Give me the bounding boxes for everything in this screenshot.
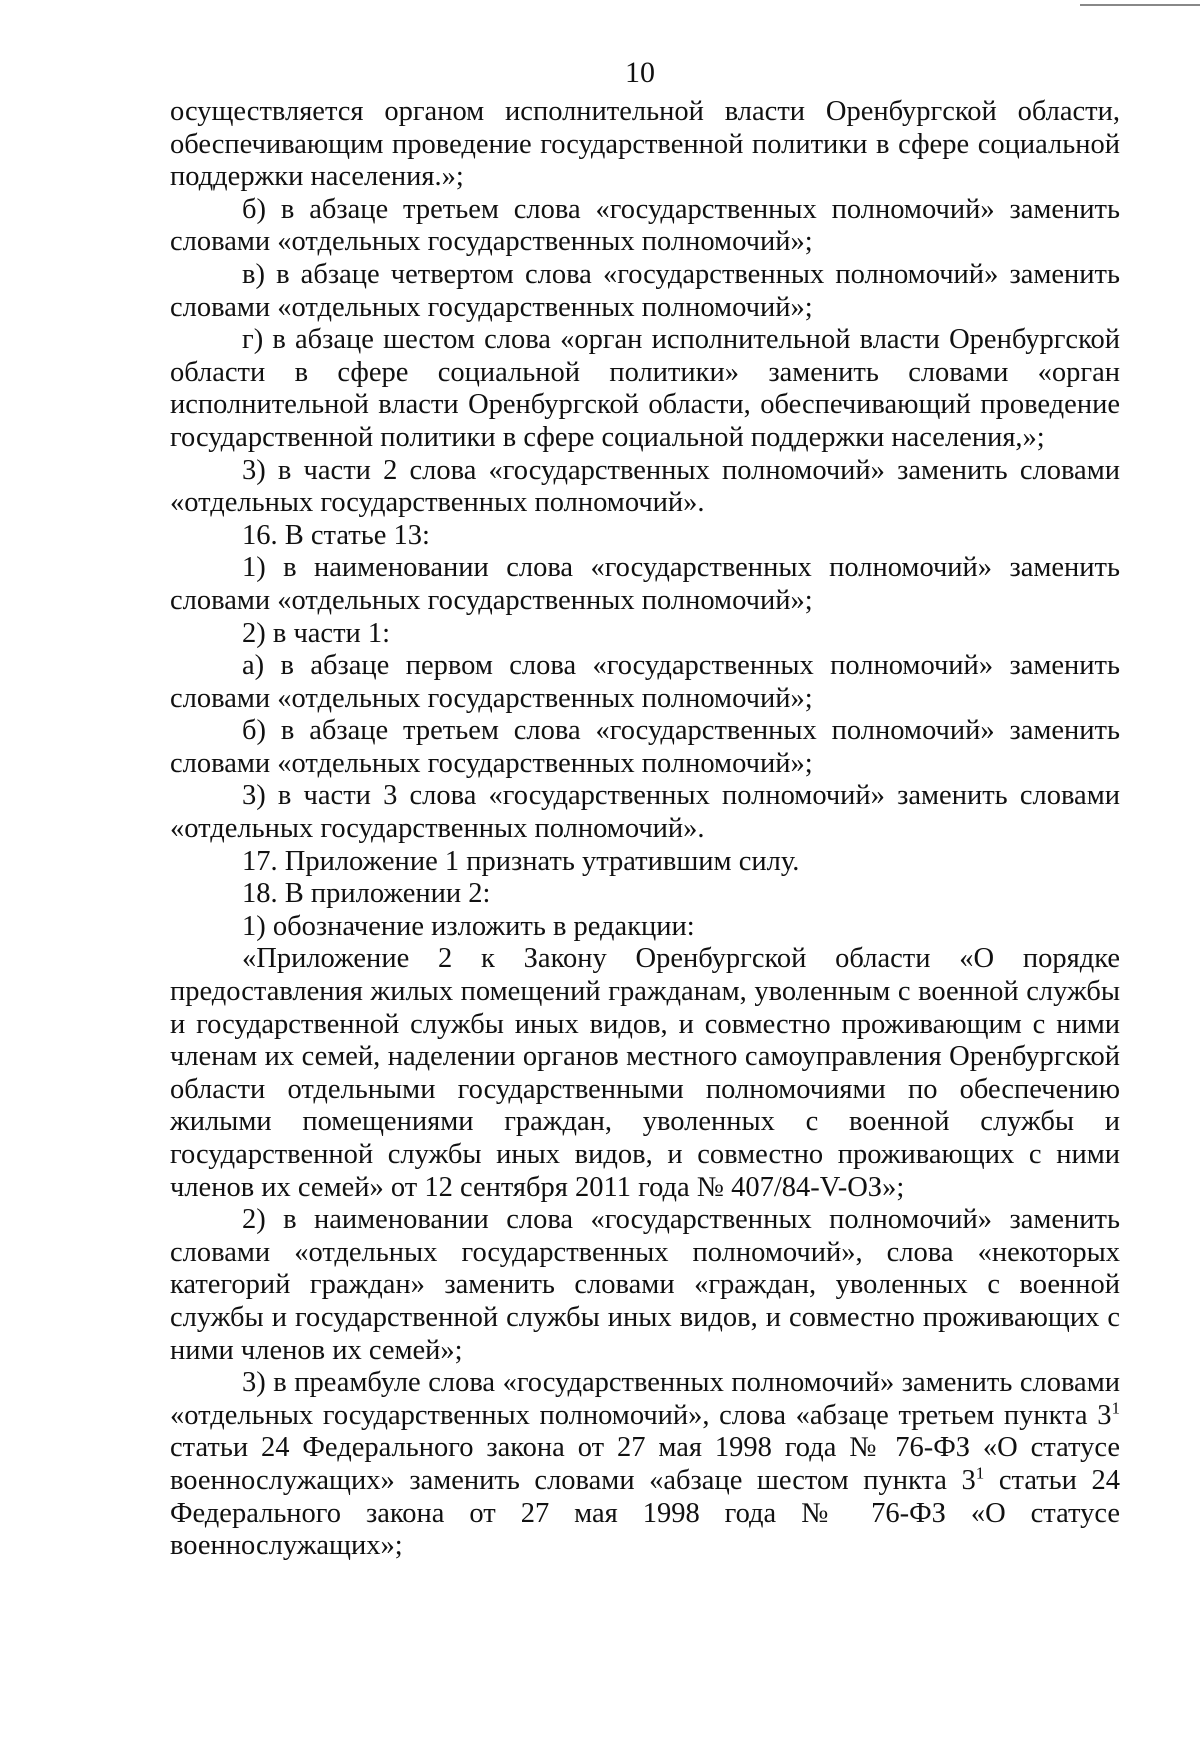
paragraph-line: г) в абзаце шестом слова «орган исполнительной власти Оренбургской [242, 324, 1120, 356]
paragraph-line: обеспечивающим проведение государственной политики в сфере социальной [170, 128, 1120, 160]
paragraph-line: службы и государственной службы иных видов, и совместно проживающих с [170, 1301, 1120, 1333]
superscript-one: 1 [1111, 1398, 1120, 1418]
paragraph-line: б) в абзаце третьем слова «государственных полномочий» заменить [242, 715, 1120, 747]
paragraph [170, 455, 1120, 520]
paragraph-line: членов их семей» от 12 сентября 2011 года № 407/84-V-ОЗ»; [170, 1171, 905, 1203]
paragraph [170, 194, 1120, 259]
page-number: 10 [625, 56, 655, 89]
paragraph-line: членам их семей, наделении органов местного самоуправления Оренбургской [170, 1041, 1120, 1073]
paragraph [170, 911, 1120, 944]
paragraph-line: а) в абзаце первом слова «государственных полномочий» заменить [242, 650, 1120, 682]
paragraph-line: словами «отдельных государственных полномочий»; [170, 747, 813, 779]
paragraph-line: б) в абзаце третьем слова «государственных полномочий» заменить [242, 193, 1120, 225]
paragraph-line: 3) в преамбуле слова «государственных полномочий» заменить словами [242, 1367, 1120, 1399]
paragraph-line: словами «отдельных государственных полномочий»; [170, 291, 813, 323]
paragraph [170, 846, 1120, 879]
paragraph-line: 2) в наименовании слова «государственных полномочий» заменить [242, 1204, 1120, 1236]
paragraph [170, 324, 1120, 454]
paragraph [170, 715, 1120, 780]
paragraph-line: словами «отдельных государственных полномочий», слова «некоторых [170, 1236, 1120, 1268]
paragraph-line: области в сфере социальной политики» заменить словами «орган [170, 356, 1120, 388]
paragraph-line: 16. В статье 13: [242, 519, 430, 551]
paragraph [170, 1204, 1120, 1367]
paragraph-line: военнослужащих» заменить словами «абзаце шестом пункта $3^1$ статьи 24 [170, 1463, 1120, 1496]
paragraph-line: в) в абзаце четвертом слова «государственных полномочий» заменить [242, 258, 1120, 290]
paragraph [170, 520, 1120, 553]
paragraph-line: словами «отдельных государственных полномочий»; [170, 584, 813, 616]
paragraph-line: 17. Приложение 1 признать утратившим силу. [242, 845, 800, 877]
document-body [170, 96, 1120, 1563]
paragraph-line: 18. В приложении 2: [242, 878, 491, 910]
paragraph-line: жилыми помещениями граждан, уволенных с военной службы и [170, 1106, 1120, 1138]
paragraph-line: «отдельных государственных полномочий». [170, 813, 705, 845]
paragraph-line: «отдельных государственных полномочий». [170, 487, 705, 519]
paragraph-line: государственной политики в сфере социальной поддержки населения,»; [170, 421, 1045, 453]
paragraph-line: 3) в части 3 слова «государственных полномочий» заменить словами [242, 780, 1120, 812]
paragraph-line: поддержки населения.»; [170, 161, 464, 193]
paragraph-line: области отдельными государственными полномочиями по обеспечению [170, 1073, 1120, 1105]
paragraph [170, 1367, 1120, 1563]
paragraph [170, 780, 1120, 845]
superscript-one: 1 [975, 1463, 985, 1483]
paragraph-line: 2) в части 1: [242, 617, 391, 649]
paragraph-line: предоставления жилых помещений гражданам, уволенным с военной службы [170, 976, 1120, 1008]
paragraph-line: осуществляется органом исполнительной власти Оренбургской области, [170, 96, 1120, 127]
paragraph-line: 3) в части 2 слова «государственных полномочий» заменить словами [242, 454, 1120, 486]
paragraph-line: «Приложение 2 к Закону Оренбургской области «О порядке [242, 943, 1120, 975]
paragraph [170, 259, 1120, 324]
paragraph-line: государственной службы иных видов, и совместно проживающих с ними [170, 1139, 1120, 1170]
paragraph-line: ними членов их семей»; [170, 1334, 463, 1366]
paragraph-line: военнослужащих»; [170, 1530, 403, 1562]
paragraph [170, 552, 1120, 617]
paragraph-line: словами «отдельных государственных полномочий»; [170, 682, 813, 714]
paragraph-line: и государственной службы иных видов, и совместно проживающим с ними [170, 1008, 1120, 1040]
paragraph-line: «отдельных государственных полномочий», слова «абзаце третьем пункта $3^1$ [170, 1398, 1120, 1431]
top-edge-rule [1080, 4, 1200, 6]
paragraph-line: категорий граждан» заменить словами «граждан, уволенных с военной [170, 1269, 1120, 1301]
paragraph-line: 1) в наименовании слова «государственных полномочий» заменить [242, 552, 1120, 584]
paragraph-line: 1) обозначение изложить в редакции: [242, 910, 695, 942]
paragraph [170, 96, 1120, 194]
paragraph [170, 650, 1120, 715]
paragraph-line: статьи 24 Федерального закона от 27 мая 1998 года № 76-ФЗ «О статусе [170, 1432, 1120, 1464]
paragraph-line: Федерального закона от 27 мая 1998 года № 76-ФЗ «О статусе [170, 1497, 1120, 1529]
paragraph [170, 618, 1120, 651]
paragraph-line: исполнительной власти Оренбургской области, обеспечивающий проведение [170, 389, 1120, 421]
paragraph [170, 878, 1120, 911]
paragraph [170, 943, 1120, 1204]
paragraph-line: словами «отдельных государственных полномочий»; [170, 226, 813, 258]
